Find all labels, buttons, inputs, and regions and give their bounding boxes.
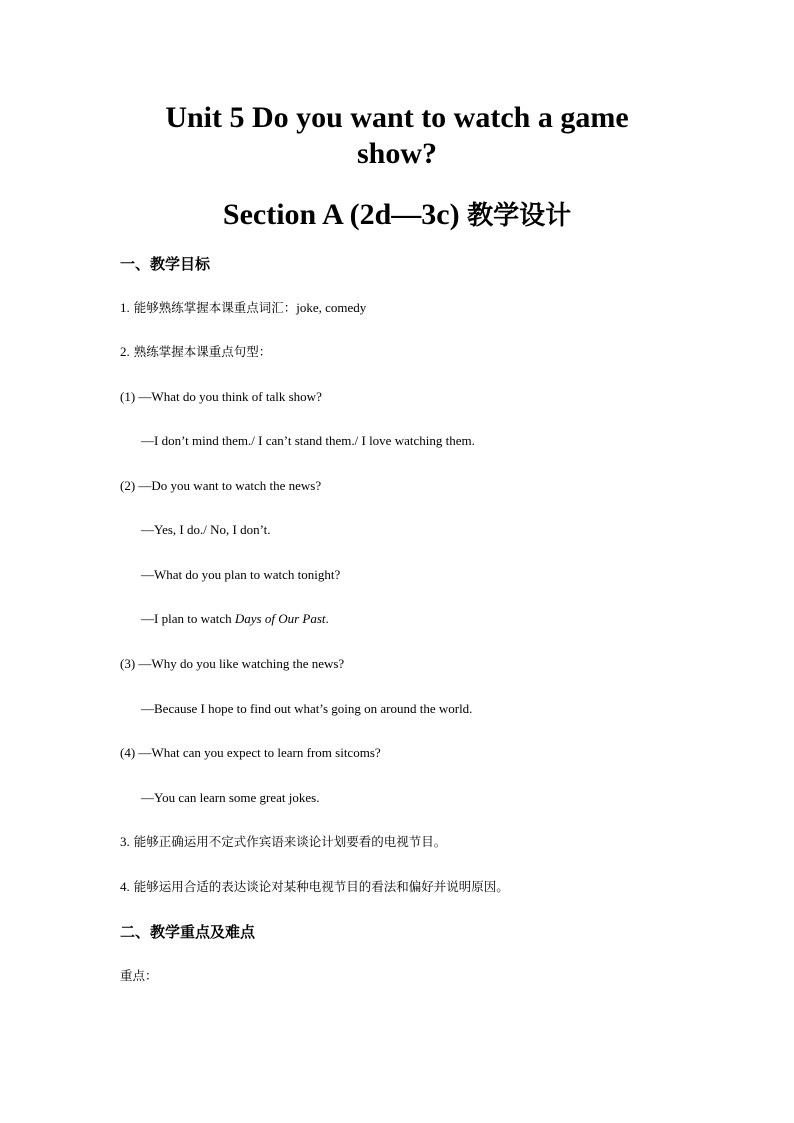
- item-number: 4.: [120, 879, 130, 894]
- sentence-pattern-3-question: [120, 655, 344, 673]
- objective-item-2: [120, 343, 271, 361]
- pattern-label: (2): [120, 478, 136, 493]
- answer-prefix: —I plan to watch: [141, 611, 235, 626]
- objective-item-1: [120, 299, 366, 317]
- sentence-pattern-2-question-b: —What do you plan to watch tonight?: [141, 567, 341, 582]
- item-text: 能够熟练掌握本课重点词汇：: [133, 300, 297, 315]
- section-heading-key-points: 二、教学重点及难点: [120, 923, 256, 941]
- item-text: 熟练掌握本课重点句型：: [133, 344, 272, 359]
- pattern-text: —Do you want to watch the news?: [138, 478, 322, 493]
- objective-item-3: [120, 833, 446, 851]
- item-number: 1.: [120, 300, 130, 315]
- document-title-line-2: show?: [356, 137, 438, 170]
- key-points-label: [120, 967, 158, 985]
- pattern-label: (1): [120, 389, 136, 404]
- sentence-pattern-2-answer: —Yes, I do./ No, I don’t.: [141, 522, 271, 537]
- sentence-pattern-2-answer-b: [141, 610, 329, 628]
- sentence-pattern-4-question: [120, 744, 381, 762]
- subtitle-english: Section A (2d—3c): [222, 198, 460, 231]
- pattern-text: —Why do you like watching the news?: [138, 656, 345, 671]
- sentence-pattern-2-question: [120, 477, 321, 495]
- pattern-text: —What can you expect to learn from sitcoms?: [138, 745, 381, 760]
- key-points-text: 重点：: [120, 968, 158, 983]
- document-title-line-1: Unit 5 Do you want to watch a game: [165, 101, 629, 134]
- item-number: 2.: [120, 344, 130, 359]
- show-title: Days of Our Past: [234, 611, 326, 626]
- sentence-pattern-1-question: [120, 388, 322, 406]
- document-subtitle: [120, 197, 674, 234]
- item-vocab: joke, comedy: [296, 300, 367, 315]
- sentence-pattern-4-answer: —You can learn some great jokes.: [141, 790, 320, 805]
- item-text: 能够正确运用不定式作宾语来谈论计划要看的电视节目。: [133, 834, 447, 849]
- subtitle-chinese: 教学设计: [467, 201, 572, 231]
- pattern-label: (4): [120, 745, 136, 760]
- item-text: 能够运用合适的表达谈论对某种电视节目的看法和偏好并说明原因。: [133, 879, 509, 894]
- objective-item-4: [120, 878, 509, 896]
- pattern-text: —What do you think of talk show?: [138, 389, 322, 404]
- item-number: 3.: [120, 834, 130, 849]
- answer-suffix: .: [325, 611, 329, 626]
- section-heading-objectives: 一、教学目标: [120, 255, 211, 273]
- sentence-pattern-3-answer: —Because I hope to find out what’s going on around the world.: [141, 701, 473, 716]
- sentence-pattern-1-answer: —I don’t mind them./ I can’t stand them./ I love watching them.: [141, 433, 475, 448]
- pattern-label: (3): [120, 656, 136, 671]
